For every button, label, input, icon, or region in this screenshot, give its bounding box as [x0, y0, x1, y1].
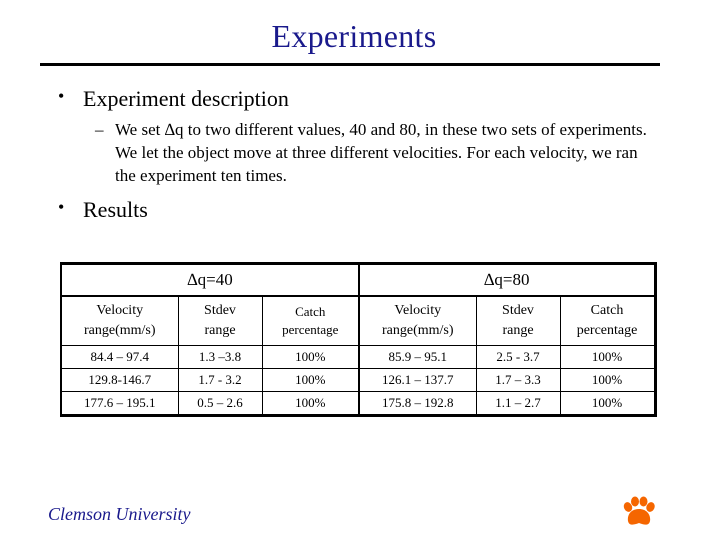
table-cell: 100% [560, 392, 655, 416]
table-cell: 100% [262, 392, 359, 416]
results-table [60, 262, 657, 417]
table-cell: 1.3 –3.8 [178, 346, 262, 369]
table-cell: 177.6 – 195.1 [61, 392, 178, 416]
group-header-row [61, 264, 655, 297]
table-cell: 129.8-146.7 [61, 369, 178, 392]
table-row [61, 392, 655, 416]
table-cell: 126.1 – 137.7 [359, 369, 476, 392]
column-header: Velocity range(mm/s) [61, 296, 178, 346]
bullet-text: Experiment description [83, 86, 289, 111]
table-row [61, 346, 655, 369]
table-cell: 1.7 – 3.3 [476, 369, 560, 392]
column-header: Stdev range [178, 296, 262, 346]
column-header: Catch percentage [560, 296, 655, 346]
tiger-paw-icon [622, 496, 656, 528]
sub-bullet-text: We set ∆q to two different values, 40 and 80, in these two sets of experiments. We let the object move at three different velocities. For each velocity, we ran the experiment ten times. [115, 120, 647, 185]
table-cell: 1.7 - 3.2 [178, 369, 262, 392]
column-header: Velocity range(mm/s) [359, 296, 476, 346]
table-cell: 100% [560, 346, 655, 369]
table-cell: 100% [560, 369, 655, 392]
table-cell: 84.4 – 97.4 [61, 346, 178, 369]
column-header: Catch percentage [262, 296, 359, 346]
bullet-dot: • [58, 86, 65, 106]
table-cell: 0.5 – 2.6 [178, 392, 262, 416]
table-cell: 2.5 - 3.7 [476, 346, 560, 369]
group-header-dq80: ∆q=80 [359, 264, 655, 297]
bullet-dot: • [58, 197, 65, 217]
table-cell: 175.8 – 192.8 [359, 392, 476, 416]
table-cell: 100% [262, 346, 359, 369]
sub-bullet-dash: – [95, 120, 104, 139]
table-cell: 85.9 – 95.1 [359, 346, 476, 369]
bullet-text: Results [83, 197, 148, 222]
footer-university: Clemson University [48, 504, 191, 524]
slide-title: Experiments [271, 18, 437, 54]
column-header: Stdev range [476, 296, 560, 346]
title-divider [40, 63, 660, 66]
table-cell: 1.1 – 2.7 [476, 392, 560, 416]
table-cell: 100% [262, 369, 359, 392]
table-row [61, 369, 655, 392]
column-header-row [61, 296, 655, 346]
group-header-dq40: ∆q=40 [61, 264, 359, 297]
